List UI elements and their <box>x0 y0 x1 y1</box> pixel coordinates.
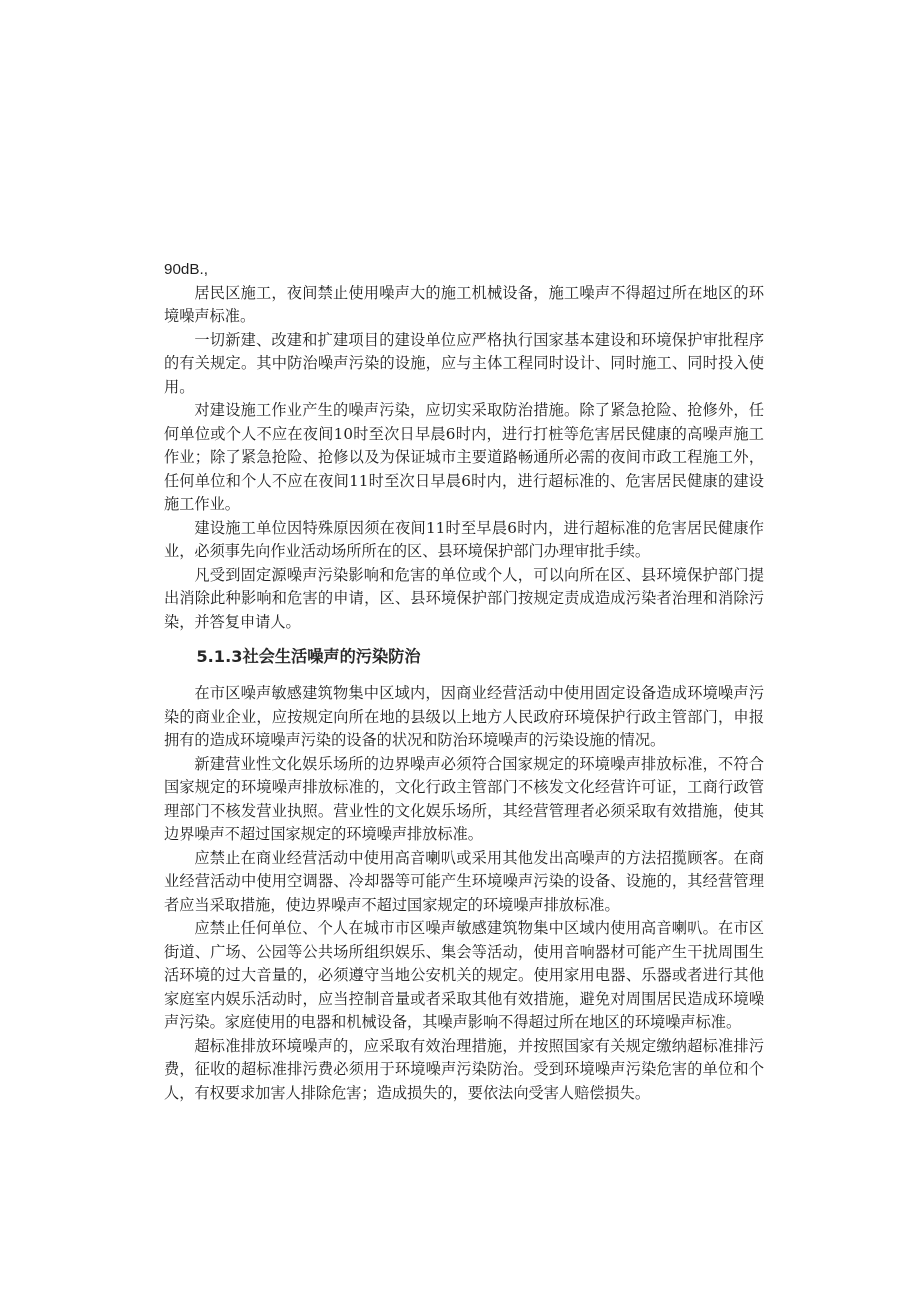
paragraph-commercial-equipment: 在市区噪声敏感建筑物集中区域内，因商业经营活动中使用固定设备造成环境噪声污染的商业企业，应按规定向所在地的县级以上地方人民政府环境保护行政主管部门，申报拥有的造成环境噪声污染的设备的状况和防治环境噪声的污染设施的情况。 <box>164 684 764 749</box>
paragraph-loudspeaker-ban: 应禁止在商业经营活动中使用高音喇叭或采用其他发出高噪声的方法招揽顾客。在商业经营活动中使用空调器、冷却器等可能产生环境噪声污染的设备、设施的，其经营管理者应当采取措施，使边界噪声不超过国家规定的环境噪声排放标准。 <box>164 848 764 914</box>
lead-line: 90dB., <box>164 261 208 278</box>
paragraph-public-activities: 应禁止任何单位、个人在城市市区噪声敏感建筑物集中区域内使用高音喇叭。在市区街道、广场、公园等公共场所组织娱乐、集会等活动，使用音响器材可能产生干扰周围生活环境的过大音量的，必须遵守当地公安机关的规定。使用家用电器、乐器或者进行其他家庭室内娱乐活动时，应当控制音量或者采取其他有效措施，避免对周围居民造成环境噪声污染。家庭使用的电器和机械设备，其噪声影响不得超过所在地区的环境噪声标准。 <box>164 919 764 1031</box>
paragraph-night-construction: 居民区施工，夜间禁止使用噪声大的施工机械设备，施工噪声不得超过所在地区的环境噪声标准。 <box>164 283 764 325</box>
paragraph-special-approval: 建设施工单位因特殊原因须在夜间11时至早晨6时内，进行超标准的危害居民健康作业，必须事先向作业活动场所所在的区、县环境保护部门办理审批手续。 <box>164 518 764 560</box>
document-body <box>164 258 764 1105</box>
paragraph-project-approval: 一切新建、改建和扩建项目的建设单位应严格执行国家基本建设和环境保护审批程序的有关规定。其中防治噪声污染的设施，应与主体工程同时设计、同时施工、同时投入使用。 <box>164 330 764 396</box>
paragraph-excess-emission-fees: 超标准排放环境噪声的，应采取有效治理措施，并按照国家有关规定缴纳超标准排污费，征收的超标准排污费必须用于环境噪声污染防治。受到环境噪声污染危害的单位和个人，有权要求加害人排除危害；造成损失的，要依法向受害人赔偿损失。 <box>164 1036 764 1102</box>
paragraph-complaint-procedure: 凡受到固定源噪声污染影响和危害的单位或个人，可以向所在区、县环境保护部门提出消除此种影响和危害的申请，区、县环境保护部门按规定责成造成污染者治理和消除污染，并答复申请人。 <box>164 565 764 631</box>
paragraph-entertainment-venues: 新建营业性文化娱乐场所的边界噪声必须符合国家规定的环境噪声排放标准，不符合国家规定的环境噪声排放标准的，文化行政主管部门不核发文化经营许可证，工商行政管理部门不核发营业执照。营业性的文化娱乐场所，其经营管理者必须采取有效措施，使其边界噪声不超过国家规定的环境噪声排放标准。 <box>164 754 764 843</box>
section-heading: 5.1.3社会生活噪声的污染防治 <box>196 647 421 666</box>
paragraph-construction-noise-measures: 对建设施工作业产生的噪声污染，应切实采取防治措施。除了紧急抢险、抢修外，任何单位或个人不应在夜间10时至次日早晨6时内，进行打桩等危害居民健康的高噪声施工作业；除了紧急抢险、抢修以及为保证城市主要道路畅通所必需的夜间市政工程施工外，任何单位和个人不应在夜间11时至次日早晨6时内，进行超标准的、危害居民健康的建设施工作业。 <box>164 401 764 513</box>
